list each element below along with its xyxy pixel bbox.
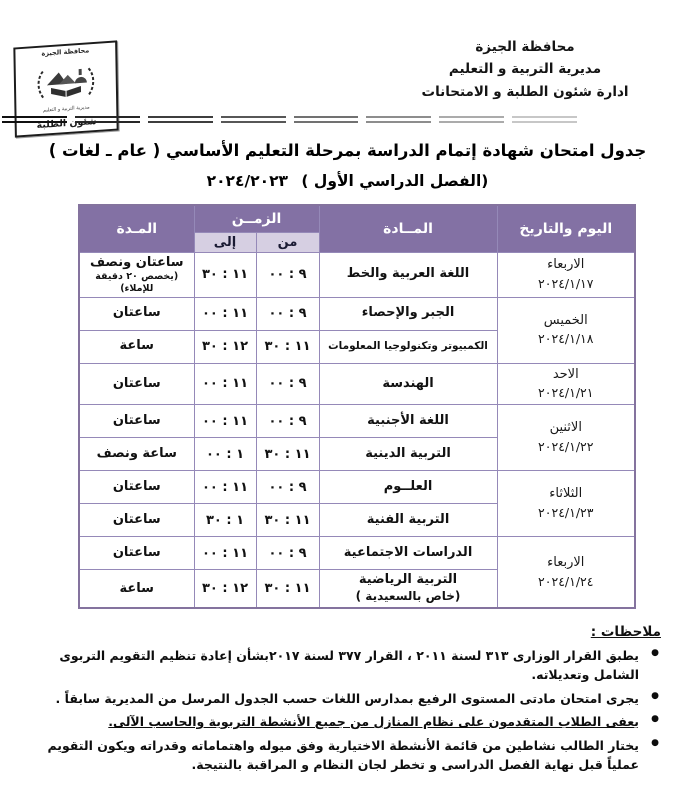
time-to-cell: ١١ : ٠٠ (194, 537, 256, 570)
day-name: الاحد (552, 366, 579, 382)
subject-cell: العلــوم (319, 471, 497, 504)
org-line-directorate: مديرية التربية و التعليم (448, 61, 602, 78)
time-to-cell: ١ : ٣٠ (194, 504, 256, 537)
day-name: الاثنين (549, 420, 582, 436)
time-from-cell: ٩ : ٠٠ (256, 297, 319, 330)
time-from-cell: ١١ : ٣٠ (256, 570, 319, 608)
org-line-administration: ادارة شئون الطلبة و الامتحانات (421, 83, 629, 100)
wreath-pyramids-emblem-icon (35, 60, 98, 104)
note-item: ● يطبق القرار الوزارى ٣١٣ لسنة ٢٠١١ ، القرار ٣٧٧ لسنة ٢٠١٧بشأن إعادة تنظيم التقويم التربوى الشامل وتعديلاته. (18, 646, 665, 685)
day-date: ٢٠٢٤/١/٢٤ (538, 573, 594, 589)
schedule-row (79, 405, 635, 438)
subject-cell: اللغة العربية والخط (319, 252, 497, 297)
org-header (360, 36, 690, 103)
day-date-cell (497, 405, 635, 471)
time-to-cell: ١١ : ٠٠ (194, 405, 256, 438)
notes-section (18, 624, 665, 778)
time-to-cell: ١١ : ٠٠ (194, 471, 256, 504)
duration-cell: ساعتان (79, 405, 194, 438)
day-date: ٢٠٢٤/١/١٧ (538, 275, 594, 291)
day-date: ٢٠٢٤/١/٢٢ (538, 439, 594, 455)
time-from-cell: ٩ : ٠٠ (256, 252, 319, 297)
day-date-cell (497, 537, 635, 608)
time-to-cell: ١١ : ٣٠ (194, 252, 256, 297)
subject-cell: الجبر والإحصاء (319, 297, 497, 330)
duration-cell: ساعتان (79, 471, 194, 504)
duration-cell: ساعة (79, 570, 194, 608)
notes-list (18, 646, 665, 774)
day-name: الخميس (543, 312, 588, 328)
duration-cell: ساعتان (79, 363, 194, 405)
day-date: ٢٠٢٤/١/١٨ (538, 331, 594, 347)
subject-cell: الدراسات الاجتماعية (319, 537, 497, 570)
day-date-cell (497, 252, 635, 297)
time-to-cell: ١٢ : ٣٠ (194, 330, 256, 363)
logo-governorate-text: محافظة الجيزة (41, 46, 90, 58)
subject-cell: التربية الفنية (319, 504, 497, 537)
schedule-row (79, 471, 635, 504)
day-name: الاربعاء (547, 257, 585, 273)
subject-cell: الكمبيوتر وتكنولوجيا المعلومات (319, 330, 497, 363)
academic-year: ٢٠٢٤/٢٠٢٣ (206, 172, 288, 190)
notes-heading: ملاحظات : (590, 624, 661, 640)
duration-cell: ساعتان (79, 297, 194, 330)
time-from-cell: ٩ : ٠٠ (256, 405, 319, 438)
schedule-row (79, 297, 635, 330)
schedule-row (79, 537, 635, 570)
schedule-subtitle (0, 172, 695, 190)
day-date-cell (497, 471, 635, 537)
duration-cell: ساعتان (79, 537, 194, 570)
logo-directorate-text: مديرية التربية و التعليم (42, 104, 90, 114)
schedule-row (79, 363, 635, 405)
note-item: ● يعفى الطلاب المتقدمون على نظام المنازل من جميع الأنشطة التربوية والحاسب الآلى. (18, 712, 665, 731)
note-item: ● يجرى امتحان مادتى المستوى الرفيع بمدارس اللغات حسب الجدول المرسل من المديرية سابقاً . (18, 689, 665, 708)
time-from-cell: ١١ : ٣٠ (256, 504, 319, 537)
time-from-cell: ٩ : ٠٠ (256, 537, 319, 570)
subject-cell: التربية الدينية (319, 438, 497, 471)
col-header-subject: المــادة (319, 205, 497, 252)
day-date-cell (497, 297, 635, 363)
day-name: الاربعاء (547, 554, 585, 570)
logo-students-affairs-text: شئون الطلبة (36, 115, 97, 132)
duration-cell: ساعتان (79, 504, 194, 537)
time-to-cell: ١١ : ٠٠ (194, 363, 256, 405)
time-from-cell: ٩ : ٠٠ (256, 471, 319, 504)
col-header-to: إلى (194, 232, 256, 252)
schedule-title: جدول امتحان شهادة إتمام الدراسة بمرحلة التعليم الأساسي ( عام ـ لغات ) (48, 141, 647, 160)
day-date: ٢٠٢٤/١/٢١ (538, 385, 594, 401)
duration-cell: ساعة (79, 330, 194, 363)
time-to-cell: ١ : ٠٠ (194, 438, 256, 471)
subject-cell: التربية الرياضية (خاص بالسعيدية ) (319, 570, 497, 608)
time-to-cell: ١٢ : ٣٠ (194, 570, 256, 608)
directorate-stamp-logo (13, 40, 118, 137)
org-line-governorate: محافظة الجيزة (475, 39, 575, 55)
time-from-cell: ١١ : ٣٠ (256, 438, 319, 471)
exam-schedule-table (78, 204, 636, 609)
day-date: ٢٠٢٤/١/٢٣ (538, 505, 594, 521)
note-item: ● يختار الطالب نشاطين من قائمة الأنشطة الاختيارية وفق ميوله واهتماماته وقدراته ويكون التقويم عملياً قبل نهاية الفصل الدراسى و تخطر لجان النظام و المراقبة بالنتيجة. (18, 736, 665, 775)
day-date-cell (497, 363, 635, 405)
time-to-cell: ١١ : ٠٠ (194, 297, 256, 330)
decorative-divider (0, 116, 577, 123)
semester-label: (الفصل الدراسي الأول ) (301, 172, 489, 190)
schedule-row (79, 252, 635, 297)
duration-cell: ساعة ونصف (79, 438, 194, 471)
col-header-day: اليوم والتاريخ (497, 205, 635, 252)
time-from-cell: ١١ : ٣٠ (256, 330, 319, 363)
day-name: الثلاثاء (549, 486, 583, 502)
table-header-row (79, 205, 635, 232)
col-header-time: الزمــن (194, 205, 319, 232)
col-header-from: من (256, 232, 319, 252)
subject-cell: الهندسة (319, 363, 497, 405)
subject-cell: اللغة الأجنبية (319, 405, 497, 438)
duration-cell: ساعتان ونصف (يخصص ٢٠ دقيقة للإملاء) (79, 252, 194, 297)
time-from-cell: ٩ : ٠٠ (256, 363, 319, 405)
col-header-duration: المـدة (79, 205, 194, 252)
